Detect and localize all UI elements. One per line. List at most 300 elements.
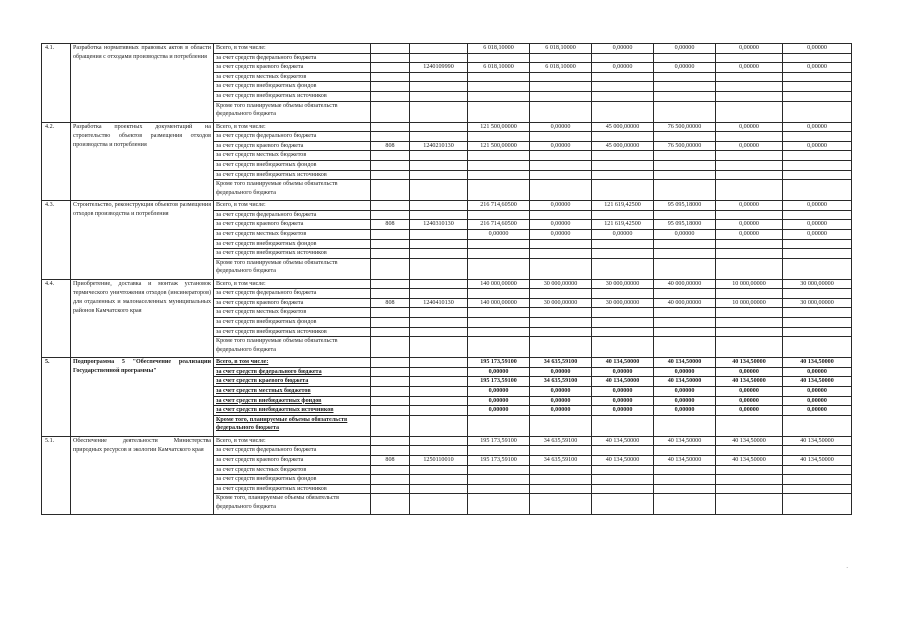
budget-admin-code: 808 bbox=[371, 220, 410, 230]
amount-cell: 0,00000 bbox=[716, 396, 783, 406]
scan-speck: · bbox=[846, 564, 849, 572]
target-article-code bbox=[410, 44, 468, 54]
table-row bbox=[42, 436, 852, 446]
budget-admin-code bbox=[371, 170, 410, 180]
funding-source: за счет средств краевого бюджета bbox=[214, 141, 371, 151]
funding-source: Всего, в том числе: bbox=[214, 122, 371, 132]
funding-source: за счет средств местных бюджетов bbox=[214, 72, 371, 82]
amount-cell: 0,00000 bbox=[716, 367, 783, 377]
budget-admin-code bbox=[371, 44, 410, 54]
amount-cell: 0,00000 bbox=[468, 229, 530, 239]
amount-cell: 40 134,50000 bbox=[716, 456, 783, 466]
amount-cell: 76 500,00000 bbox=[654, 122, 716, 132]
target-article-code bbox=[410, 337, 468, 358]
amount-cell: 0,00000 bbox=[783, 229, 852, 239]
amount-cell bbox=[530, 494, 592, 515]
amount-cell bbox=[716, 53, 783, 63]
budget-admin-code bbox=[371, 101, 410, 122]
funding-source: Кроме того планируемые объемы обязательств федерального бюджета bbox=[214, 101, 371, 122]
amount-cell: 0,00000 bbox=[783, 220, 852, 230]
amount-cell: 0,00000 bbox=[783, 122, 852, 132]
amount-cell bbox=[530, 318, 592, 328]
budget-admin-code bbox=[371, 132, 410, 142]
amount-cell: 30 000,00000 bbox=[783, 298, 852, 308]
amount-cell bbox=[468, 72, 530, 82]
amount-cell bbox=[654, 337, 716, 358]
funding-source: за счет средств краевого бюджета bbox=[214, 298, 371, 308]
amount-cell bbox=[592, 132, 654, 142]
amount-cell bbox=[592, 484, 654, 494]
amount-cell: 40 134,50000 bbox=[716, 436, 783, 446]
amount-cell: 195 173,59100 bbox=[468, 436, 530, 446]
target-article-code bbox=[410, 406, 468, 416]
target-article-code bbox=[410, 396, 468, 406]
amount-cell bbox=[716, 494, 783, 515]
funding-source: за счет средств местных бюджетов bbox=[214, 465, 371, 475]
amount-cell: 0,00000 bbox=[654, 396, 716, 406]
amount-cell bbox=[530, 160, 592, 170]
target-article-code bbox=[410, 465, 468, 475]
budget-admin-code bbox=[371, 436, 410, 446]
funding-source: Всего, в том числе: bbox=[214, 201, 371, 211]
budget-table bbox=[41, 43, 852, 515]
funding-source: Кроме того планируемые объемы обязательств федерального бюджета bbox=[214, 337, 371, 358]
amount-cell: 0,00000 bbox=[716, 63, 783, 73]
budget-admin-code bbox=[371, 446, 410, 456]
amount-cell: 40 134,50000 bbox=[654, 456, 716, 466]
amount-cell: 121 619,42500 bbox=[592, 201, 654, 211]
amount-cell bbox=[468, 484, 530, 494]
table-row bbox=[42, 44, 852, 54]
amount-cell bbox=[530, 53, 592, 63]
amount-cell bbox=[783, 446, 852, 456]
amount-cell bbox=[716, 446, 783, 456]
amount-cell bbox=[530, 101, 592, 122]
amount-cell bbox=[783, 53, 852, 63]
amount-cell: 121 500,00000 bbox=[468, 122, 530, 132]
funding-source: за счет средств внебюджетных фондов bbox=[214, 318, 371, 328]
budget-admin-code: 808 bbox=[371, 456, 410, 466]
target-article-code bbox=[410, 91, 468, 101]
amount-cell: 0,00000 bbox=[716, 44, 783, 54]
funding-source: за счет средств краевого бюджета bbox=[214, 456, 371, 466]
amount-cell: 195 173,59100 bbox=[468, 456, 530, 466]
amount-cell bbox=[530, 72, 592, 82]
amount-cell bbox=[716, 308, 783, 318]
amount-cell bbox=[783, 160, 852, 170]
amount-cell: 0,00000 bbox=[530, 201, 592, 211]
target-article-code bbox=[410, 367, 468, 377]
amount-cell bbox=[592, 249, 654, 259]
amount-cell bbox=[468, 258, 530, 279]
amount-cell bbox=[592, 475, 654, 485]
amount-cell bbox=[468, 415, 530, 436]
amount-cell bbox=[783, 151, 852, 161]
amount-cell: 0,00000 bbox=[530, 220, 592, 230]
amount-cell: 0,00000 bbox=[530, 122, 592, 132]
amount-cell: 40 134,50000 bbox=[592, 456, 654, 466]
target-article-code bbox=[410, 484, 468, 494]
funding-source: Всего, в том числе: bbox=[214, 44, 371, 54]
funding-source: за счет средств внебюджетных фондов bbox=[214, 160, 371, 170]
amount-cell: 216 714,60500 bbox=[468, 220, 530, 230]
amount-cell bbox=[783, 327, 852, 337]
amount-cell bbox=[468, 465, 530, 475]
target-article-code bbox=[410, 387, 468, 397]
amount-cell bbox=[468, 101, 530, 122]
table-row bbox=[42, 122, 852, 132]
target-article-code bbox=[410, 308, 468, 318]
budget-admin-code bbox=[371, 160, 410, 170]
amount-cell bbox=[530, 337, 592, 358]
amount-cell: 0,00000 bbox=[592, 406, 654, 416]
amount-cell bbox=[530, 308, 592, 318]
amount-cell bbox=[530, 180, 592, 201]
target-article-code bbox=[410, 446, 468, 456]
amount-cell bbox=[592, 258, 654, 279]
amount-cell bbox=[654, 53, 716, 63]
amount-cell: 30 000,00000 bbox=[592, 298, 654, 308]
amount-cell bbox=[654, 484, 716, 494]
budget-admin-code bbox=[371, 249, 410, 259]
funding-source: Всего, в том числе: bbox=[214, 279, 371, 289]
amount-cell: 6 018,10000 bbox=[468, 63, 530, 73]
amount-cell bbox=[716, 484, 783, 494]
amount-cell: 0,00000 bbox=[716, 122, 783, 132]
amount-cell: 40 134,50000 bbox=[654, 358, 716, 368]
amount-cell: 40 134,50000 bbox=[716, 377, 783, 387]
target-article-code bbox=[410, 249, 468, 259]
funding-source: за счет средств федерального бюджета bbox=[214, 53, 371, 63]
amount-cell bbox=[592, 318, 654, 328]
amount-cell: 0,00000 bbox=[530, 406, 592, 416]
amount-cell: 0,00000 bbox=[592, 396, 654, 406]
amount-cell: 121 500,00000 bbox=[468, 141, 530, 151]
amount-cell: 0,00000 bbox=[654, 63, 716, 73]
funding-source: Всего, в том числе: bbox=[214, 436, 371, 446]
amount-cell bbox=[592, 289, 654, 299]
amount-cell: 0,00000 bbox=[468, 387, 530, 397]
budget-admin-code bbox=[371, 415, 410, 436]
amount-cell bbox=[716, 101, 783, 122]
funding-source: за счет средств федерального бюджета bbox=[214, 210, 371, 220]
amount-cell bbox=[783, 101, 852, 122]
amount-cell bbox=[783, 484, 852, 494]
amount-cell bbox=[468, 160, 530, 170]
target-article-code bbox=[410, 327, 468, 337]
amount-cell bbox=[716, 210, 783, 220]
amount-cell bbox=[654, 249, 716, 259]
amount-cell bbox=[783, 465, 852, 475]
amount-cell bbox=[592, 82, 654, 92]
amount-cell: 40 134,50000 bbox=[592, 358, 654, 368]
amount-cell bbox=[530, 258, 592, 279]
amount-cell bbox=[783, 249, 852, 259]
amount-cell bbox=[592, 180, 654, 201]
amount-cell bbox=[654, 465, 716, 475]
amount-cell bbox=[530, 484, 592, 494]
target-article-code bbox=[410, 358, 468, 368]
amount-cell: 121 619,42500 bbox=[592, 220, 654, 230]
funding-source: Кроме того, планируемые объемы обязательств федерального бюджета bbox=[214, 494, 371, 515]
amount-cell bbox=[716, 475, 783, 485]
amount-cell: 0,00000 bbox=[716, 141, 783, 151]
target-article-code bbox=[410, 170, 468, 180]
item-name: Приобретение, доставка и монтаж установок термического уничтожения отходов (инсинераторов) для отдаленных и малонаселенных муниципальных районов Камчатского края bbox=[71, 279, 214, 358]
amount-cell: 140 000,00000 bbox=[468, 298, 530, 308]
budget-admin-code bbox=[371, 337, 410, 358]
amount-cell bbox=[468, 180, 530, 201]
amount-cell: 10 000,00000 bbox=[716, 298, 783, 308]
amount-cell bbox=[716, 91, 783, 101]
amount-cell bbox=[530, 289, 592, 299]
amount-cell: 30 000,00000 bbox=[530, 279, 592, 289]
budget-admin-code bbox=[371, 396, 410, 406]
amount-cell bbox=[783, 239, 852, 249]
amount-cell bbox=[530, 151, 592, 161]
target-article-code bbox=[410, 53, 468, 63]
amount-cell bbox=[592, 53, 654, 63]
amount-cell bbox=[530, 415, 592, 436]
budget-admin-code: 808 bbox=[371, 141, 410, 151]
funding-source: за счет средств местных бюджетов bbox=[214, 229, 371, 239]
budget-admin-code bbox=[371, 484, 410, 494]
amount-cell bbox=[592, 210, 654, 220]
amount-cell: 40 134,50000 bbox=[783, 456, 852, 466]
amount-cell bbox=[468, 91, 530, 101]
amount-cell: 40 134,50000 bbox=[716, 358, 783, 368]
target-article-code bbox=[410, 229, 468, 239]
amount-cell: 0,00000 bbox=[530, 367, 592, 377]
budget-admin-code bbox=[371, 377, 410, 387]
target-article-code bbox=[410, 101, 468, 122]
funding-source: за счет средств краевого бюджета bbox=[214, 220, 371, 230]
amount-cell bbox=[592, 465, 654, 475]
amount-cell: 0,00000 bbox=[530, 141, 592, 151]
amount-cell bbox=[654, 289, 716, 299]
amount-cell bbox=[654, 210, 716, 220]
document-page bbox=[41, 43, 852, 515]
funding-source: за счет средств внебюджетных фондов bbox=[214, 396, 371, 406]
amount-cell bbox=[468, 210, 530, 220]
amount-cell bbox=[783, 494, 852, 515]
item-name: Разработка нормативных правовых актов в области обращения с отходами производства и потребления bbox=[71, 44, 214, 123]
target-article-code: 1240410130 bbox=[410, 298, 468, 308]
amount-cell bbox=[468, 170, 530, 180]
target-article-code bbox=[410, 239, 468, 249]
amount-cell bbox=[716, 170, 783, 180]
amount-cell bbox=[468, 327, 530, 337]
amount-cell: 34 635,59100 bbox=[530, 436, 592, 446]
amount-cell bbox=[654, 170, 716, 180]
amount-cell bbox=[530, 210, 592, 220]
target-article-code bbox=[410, 201, 468, 211]
budget-admin-code bbox=[371, 367, 410, 377]
amount-cell: 45 000,00000 bbox=[592, 141, 654, 151]
funding-source: за счет средств местных бюджетов bbox=[214, 387, 371, 397]
funding-source: за счет средств внебюджетных фондов bbox=[214, 475, 371, 485]
amount-cell bbox=[716, 465, 783, 475]
budget-admin-code bbox=[371, 358, 410, 368]
budget-admin-code bbox=[371, 82, 410, 92]
budget-admin-code bbox=[371, 406, 410, 416]
target-article-code bbox=[410, 258, 468, 279]
amount-cell: 0,00000 bbox=[716, 220, 783, 230]
amount-cell bbox=[716, 289, 783, 299]
amount-cell: 0,00000 bbox=[592, 387, 654, 397]
amount-cell: 76 500,00000 bbox=[654, 141, 716, 151]
target-article-code bbox=[410, 151, 468, 161]
amount-cell bbox=[654, 101, 716, 122]
amount-cell: 0,00000 bbox=[654, 387, 716, 397]
target-article-code bbox=[410, 210, 468, 220]
item-number: 5.1. bbox=[42, 436, 71, 515]
amount-cell bbox=[592, 160, 654, 170]
amount-cell: 40 134,50000 bbox=[783, 377, 852, 387]
amount-cell: 0,00000 bbox=[654, 367, 716, 377]
funding-source: за счет средств федерального бюджета bbox=[214, 289, 371, 299]
amount-cell: 40 000,00000 bbox=[654, 298, 716, 308]
target-article-code bbox=[410, 475, 468, 485]
funding-source: за счет средств внебюджетных источников bbox=[214, 406, 371, 416]
amount-cell: 0,00000 bbox=[783, 396, 852, 406]
amount-cell bbox=[654, 475, 716, 485]
budget-admin-code bbox=[371, 387, 410, 397]
target-article-code: 1240210130 bbox=[410, 141, 468, 151]
amount-cell bbox=[716, 180, 783, 201]
amount-cell: 40 134,50000 bbox=[592, 436, 654, 446]
amount-cell bbox=[530, 249, 592, 259]
budget-admin-code bbox=[371, 122, 410, 132]
amount-cell bbox=[783, 170, 852, 180]
amount-cell bbox=[468, 249, 530, 259]
funding-source: за счет средств краевого бюджета bbox=[214, 377, 371, 387]
item-number: 4.2. bbox=[42, 122, 71, 201]
amount-cell bbox=[716, 337, 783, 358]
amount-cell bbox=[716, 132, 783, 142]
amount-cell bbox=[654, 160, 716, 170]
amount-cell: 0,00000 bbox=[530, 387, 592, 397]
budget-admin-code bbox=[371, 279, 410, 289]
amount-cell bbox=[716, 72, 783, 82]
amount-cell bbox=[654, 258, 716, 279]
amount-cell bbox=[716, 249, 783, 259]
funding-source: за счет средств местных бюджетов bbox=[214, 308, 371, 318]
amount-cell: 216 714,60500 bbox=[468, 201, 530, 211]
amount-cell: 0,00000 bbox=[783, 387, 852, 397]
amount-cell: 0,00000 bbox=[716, 229, 783, 239]
amount-cell bbox=[654, 415, 716, 436]
amount-cell: 0,00000 bbox=[783, 367, 852, 377]
amount-cell: 45 000,00000 bbox=[592, 122, 654, 132]
target-article-code bbox=[410, 415, 468, 436]
amount-cell bbox=[716, 160, 783, 170]
amount-cell bbox=[654, 494, 716, 515]
amount-cell: 40 134,50000 bbox=[783, 358, 852, 368]
amount-cell: 0,00000 bbox=[783, 141, 852, 151]
amount-cell bbox=[654, 180, 716, 201]
budget-admin-code bbox=[371, 151, 410, 161]
amount-cell bbox=[592, 72, 654, 82]
budget-admin-code bbox=[371, 229, 410, 239]
table-row bbox=[42, 201, 852, 211]
target-article-code bbox=[410, 279, 468, 289]
amount-cell bbox=[783, 258, 852, 279]
amount-cell bbox=[468, 132, 530, 142]
amount-cell bbox=[530, 465, 592, 475]
amount-cell: 6 018,10000 bbox=[530, 63, 592, 73]
amount-cell: 0,00000 bbox=[468, 367, 530, 377]
budget-admin-code bbox=[371, 465, 410, 475]
target-article-code bbox=[410, 180, 468, 201]
item-name: Подпрограмма 5 "Обеспечение реализации Государственной программы" bbox=[71, 358, 214, 437]
funding-source: за счет средств внебюджетных источников bbox=[214, 170, 371, 180]
amount-cell bbox=[654, 239, 716, 249]
amount-cell: 30 000,00000 bbox=[783, 279, 852, 289]
amount-cell: 95 095,18000 bbox=[654, 220, 716, 230]
item-number: 4.4. bbox=[42, 279, 71, 358]
amount-cell bbox=[592, 170, 654, 180]
amount-cell: 0,00000 bbox=[468, 396, 530, 406]
budget-admin-code bbox=[371, 475, 410, 485]
amount-cell: 40 134,50000 bbox=[654, 377, 716, 387]
budget-admin-code bbox=[371, 210, 410, 220]
amount-cell bbox=[654, 82, 716, 92]
amount-cell: 0,00000 bbox=[592, 44, 654, 54]
amount-cell bbox=[783, 337, 852, 358]
budget-admin-code bbox=[371, 180, 410, 201]
budget-admin-code bbox=[371, 327, 410, 337]
amount-cell bbox=[592, 446, 654, 456]
amount-cell: 30 000,00000 bbox=[530, 298, 592, 308]
amount-cell bbox=[716, 151, 783, 161]
item-number: 5. bbox=[42, 358, 71, 437]
amount-cell bbox=[592, 91, 654, 101]
budget-admin-code bbox=[371, 308, 410, 318]
amount-cell: 0,00000 bbox=[783, 44, 852, 54]
amount-cell bbox=[783, 308, 852, 318]
item-name: Строительство, реконструкция объектов размещения отходов производства и потребления bbox=[71, 201, 214, 280]
amount-cell bbox=[592, 101, 654, 122]
amount-cell: 195 173,59100 bbox=[468, 358, 530, 368]
amount-cell bbox=[592, 415, 654, 436]
target-article-code: 1250110010 bbox=[410, 456, 468, 466]
amount-cell bbox=[716, 327, 783, 337]
target-article-code bbox=[410, 122, 468, 132]
target-article-code bbox=[410, 494, 468, 515]
amount-cell: 34 635,59100 bbox=[530, 377, 592, 387]
amount-cell bbox=[783, 91, 852, 101]
funding-source: за счет средств внебюджетных источников bbox=[214, 249, 371, 259]
budget-admin-code bbox=[371, 72, 410, 82]
amount-cell: 195 173,59100 bbox=[468, 377, 530, 387]
amount-cell bbox=[468, 475, 530, 485]
amount-cell bbox=[783, 82, 852, 92]
amount-cell bbox=[783, 415, 852, 436]
amount-cell bbox=[530, 327, 592, 337]
amount-cell bbox=[468, 318, 530, 328]
amount-cell: 6 018,10000 bbox=[530, 44, 592, 54]
amount-cell bbox=[654, 308, 716, 318]
amount-cell: 0,00000 bbox=[654, 229, 716, 239]
target-article-code bbox=[410, 132, 468, 142]
amount-cell bbox=[592, 337, 654, 358]
amount-cell bbox=[654, 132, 716, 142]
funding-source: Кроме того планируемые объемы обязательств федерального бюджета bbox=[214, 258, 371, 279]
amount-cell bbox=[654, 91, 716, 101]
amount-cell bbox=[468, 151, 530, 161]
funding-source: за счет средств местных бюджетов bbox=[214, 151, 371, 161]
